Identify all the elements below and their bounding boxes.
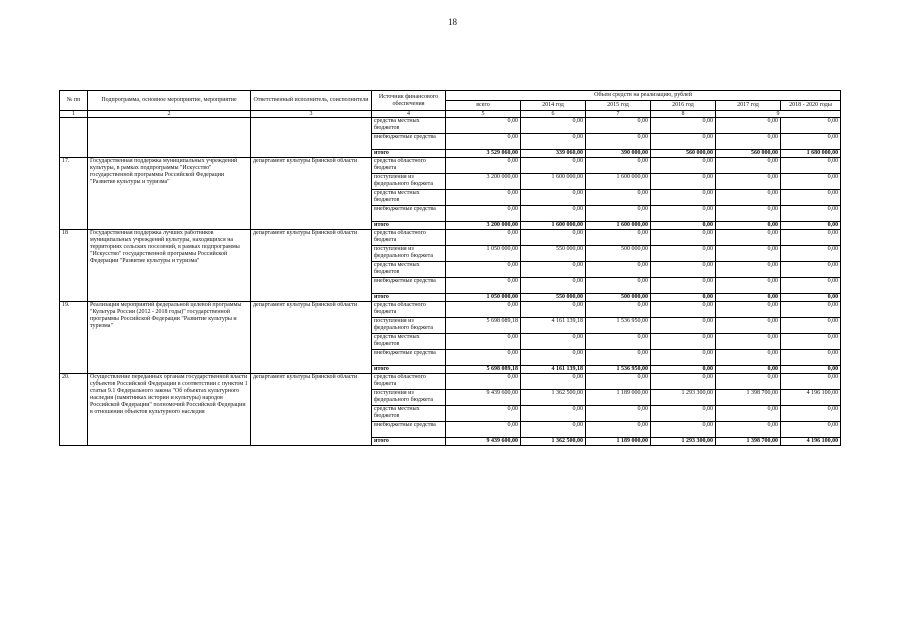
header-volume: Объем средств на реализацию, рублей	[446, 91, 841, 101]
column-number: 7	[586, 111, 651, 118]
value-cell: 1 398 700,00	[716, 438, 781, 446]
value-cell: 0,00	[651, 222, 716, 230]
value-cell: 0,00	[586, 278, 651, 294]
value-cell: 0,00	[446, 190, 521, 206]
table-row	[60, 374, 841, 390]
header-year: 2015 год	[586, 101, 651, 111]
value-cell: 0,00	[651, 190, 716, 206]
item-executor: департамент культуры Брянской области	[251, 230, 372, 302]
value-cell: 0,00	[521, 206, 586, 222]
value-cell: 0,00	[781, 278, 841, 294]
value-cell: 0,00	[446, 422, 521, 438]
source-cell: итого	[372, 222, 446, 230]
value-cell: 0,00	[651, 302, 716, 318]
value-cell: 0,00	[521, 374, 586, 390]
value-cell: 0,00	[716, 158, 781, 174]
value-cell: 0,00	[446, 158, 521, 174]
item-executor: департамент культуры Брянской области	[251, 374, 372, 446]
header-source: Источник финансового обеспечения	[372, 91, 446, 111]
value-cell: 0,00	[716, 206, 781, 222]
value-cell: 0,00	[446, 302, 521, 318]
source-cell: внебюджетные средства	[372, 134, 446, 150]
value-cell: 0,00	[781, 246, 841, 262]
value-cell: 0,00	[781, 366, 841, 374]
value-cell: 0,00	[781, 190, 841, 206]
value-cell: 0,00	[716, 350, 781, 366]
value-cell: 0,00	[651, 406, 716, 422]
column-number: 9	[716, 111, 841, 118]
value-cell: 0,00	[521, 302, 586, 318]
value-cell: 4 196 100,00	[781, 390, 841, 406]
value-cell: 0,00	[651, 334, 716, 350]
value-cell: 0,00	[781, 206, 841, 222]
column-number: 4	[372, 111, 446, 118]
column-number: 6	[521, 111, 586, 118]
value-cell: 0,00	[716, 406, 781, 422]
item-executor: департамент культуры Брянской области	[251, 158, 372, 230]
value-cell: 0,00	[446, 334, 521, 350]
source-cell: средства областного бюджета	[372, 302, 446, 318]
value-cell: 0,00	[716, 134, 781, 150]
value-cell: 0,00	[586, 206, 651, 222]
value-cell: 0,00	[651, 374, 716, 390]
value-cell: 0,00	[716, 278, 781, 294]
value-cell: 0,00	[651, 230, 716, 246]
source-cell: итого	[372, 294, 446, 302]
column-number-row	[60, 111, 841, 118]
value-cell: 500 000,00	[586, 294, 651, 302]
value-cell: 0,00	[651, 350, 716, 366]
table-row	[60, 230, 841, 246]
value-cell: 0,00	[651, 294, 716, 302]
value-cell: 0,00	[781, 374, 841, 390]
budget-table	[59, 90, 841, 446]
value-cell: 0,00	[716, 262, 781, 278]
value-cell: 3 200 000,00	[446, 174, 521, 190]
value-cell: 0,00	[781, 302, 841, 318]
value-cell: 390 000,00	[586, 150, 651, 158]
value-cell: 5 698 089,18	[446, 366, 521, 374]
header-program: Подпрограмма, основное мероприятие, мероприятие	[88, 91, 251, 111]
value-cell: 0,00	[446, 206, 521, 222]
value-cell: 0,00	[716, 318, 781, 334]
value-cell: 0,00	[781, 406, 841, 422]
value-cell: 0,00	[586, 158, 651, 174]
value-cell: 0,00	[716, 246, 781, 262]
value-cell: 1 293 300,00	[651, 438, 716, 446]
value-cell: 0,00	[716, 118, 781, 134]
value-cell: 0,00	[521, 134, 586, 150]
header-year: 2016 год	[651, 101, 716, 111]
source-cell: внебюджетные средства	[372, 422, 446, 438]
value-cell: 1 189 000,00	[586, 438, 651, 446]
value-cell: 0,00	[781, 262, 841, 278]
value-cell: 4 161 139,18	[521, 318, 586, 334]
item-program: Осуществление переданных органам государственной власти субъектов Российской Федерации в соответствии с пунктом 1 статьи 9.1 Федерального закона "Об объектах культурного наследия (памятниках истории и культуры) народов Российской Федерации" полномочий Российской Федерации в отношении объектов культурного наследия	[88, 374, 251, 446]
value-cell: 1 050 000,00	[446, 246, 521, 262]
header-executor: Ответственный исполнитель, соисполнители	[251, 91, 372, 111]
value-cell: 1 536 950,00	[586, 366, 651, 374]
value-cell: 0,00	[651, 206, 716, 222]
source-cell: поступления из федерального бюджета	[372, 318, 446, 334]
value-cell: 0,00	[446, 374, 521, 390]
value-cell: 4 161 139,18	[521, 366, 586, 374]
item-number: 20.	[60, 374, 88, 446]
value-cell: 0,00	[446, 118, 521, 134]
value-cell: 0,00	[651, 134, 716, 150]
carry-program	[88, 118, 251, 158]
value-cell: 0,00	[586, 190, 651, 206]
source-cell: средства местных бюджетов	[372, 406, 446, 422]
value-cell: 4 196 100,00	[781, 438, 841, 446]
source-cell: средства местных бюджетов	[372, 334, 446, 350]
value-cell: 0,00	[781, 294, 841, 302]
value-cell: 0,00	[586, 422, 651, 438]
value-cell: 0,00	[716, 294, 781, 302]
value-cell: 0,00	[651, 318, 716, 334]
value-cell: 1 362 500,00	[521, 390, 586, 406]
value-cell: 1 189 000,00	[586, 390, 651, 406]
value-cell: 500 000,00	[586, 246, 651, 262]
value-cell: 1 600 000,00	[521, 222, 586, 230]
value-cell: 0,00	[716, 334, 781, 350]
value-cell: 550 000,00	[521, 246, 586, 262]
value-cell: 0,00	[651, 246, 716, 262]
value-cell: 0,00	[586, 134, 651, 150]
value-cell: 1 680 000,00	[781, 150, 841, 158]
value-cell: 0,00	[781, 334, 841, 350]
value-cell: 0,00	[651, 278, 716, 294]
value-cell: 0,00	[716, 374, 781, 390]
value-cell: 0,00	[586, 334, 651, 350]
value-cell: 0,00	[521, 422, 586, 438]
value-cell: 0,00	[716, 174, 781, 190]
item-executor: департамент культуры Брянской области	[251, 302, 372, 374]
source-cell: средства областного бюджета	[372, 230, 446, 246]
value-cell: 0,00	[781, 174, 841, 190]
value-cell: 0,00	[781, 118, 841, 134]
source-cell: поступления из федерального бюджета	[372, 246, 446, 262]
value-cell: 1 362 500,00	[521, 438, 586, 446]
item-program: Государственная поддержка лучших работников муниципальных учреждений культуры, находящихся на территориях сельских поселений, в рамках подпрограммы "Искусство" государственной программы Российской Федерации "Развитие культуры и туризма"	[88, 230, 251, 302]
value-cell: 1 600 000,00	[521, 174, 586, 190]
source-cell: средства местных бюджетов	[372, 262, 446, 278]
carry-num	[60, 118, 88, 158]
value-cell: 0,00	[781, 318, 841, 334]
header-year: всего	[446, 101, 521, 111]
source-cell: поступления из федерального бюджета	[372, 174, 446, 190]
source-cell: внебюджетные средства	[372, 350, 446, 366]
value-cell: 0,00	[521, 406, 586, 422]
table-row	[60, 118, 841, 134]
value-cell: 1 050 000,00	[446, 294, 521, 302]
value-cell: 0,00	[586, 230, 651, 246]
value-cell: 0,00	[521, 230, 586, 246]
value-cell: 0,00	[446, 406, 521, 422]
value-cell: 0,00	[446, 230, 521, 246]
source-cell: итого	[372, 150, 446, 158]
header-year: 2018 - 2020 годы	[781, 101, 841, 111]
value-cell: 0,00	[781, 230, 841, 246]
value-cell: 0,00	[781, 222, 841, 230]
table-row	[60, 158, 841, 174]
value-cell: 0,00	[446, 350, 521, 366]
value-cell: 0,00	[651, 158, 716, 174]
header-year: 2014 год	[521, 101, 586, 111]
value-cell: 1 600 000,00	[586, 174, 651, 190]
table-row	[60, 302, 841, 318]
column-number: 1	[60, 111, 88, 118]
column-number: 2	[88, 111, 251, 118]
value-cell: 0,00	[586, 262, 651, 278]
value-cell: 0,00	[781, 350, 841, 366]
header-year: 2017 год	[716, 101, 781, 111]
value-cell: 0,00	[521, 262, 586, 278]
value-cell: 0,00	[651, 174, 716, 190]
value-cell: 0,00	[586, 406, 651, 422]
item-number: 18	[60, 230, 88, 302]
value-cell: 0,00	[521, 278, 586, 294]
value-cell: 560 000,00	[651, 150, 716, 158]
value-cell: 0,00	[521, 158, 586, 174]
column-number: 8	[651, 111, 716, 118]
value-cell: 9 439 600,00	[446, 438, 521, 446]
source-cell: внебюджетные средства	[372, 206, 446, 222]
value-cell: 3 529 060,00	[446, 150, 521, 158]
value-cell: 0,00	[521, 190, 586, 206]
source-cell: средства областного бюджета	[372, 158, 446, 174]
value-cell: 0,00	[521, 334, 586, 350]
header-num: № пп	[60, 91, 88, 111]
source-cell: итого	[372, 366, 446, 374]
value-cell: 0,00	[446, 278, 521, 294]
value-cell: 0,00	[716, 302, 781, 318]
value-cell: 0,00	[716, 366, 781, 374]
value-cell: 560 000,00	[716, 150, 781, 158]
value-cell: 0,00	[716, 422, 781, 438]
value-cell: 0,00	[446, 262, 521, 278]
value-cell: 0,00	[716, 190, 781, 206]
value-cell: 0,00	[651, 422, 716, 438]
source-cell: поступления из федерального бюджета	[372, 390, 446, 406]
value-cell: 5 698 089,18	[446, 318, 521, 334]
item-number: 19.	[60, 302, 88, 374]
value-cell: 0,00	[586, 374, 651, 390]
value-cell: 0,00	[521, 350, 586, 366]
source-cell: средства местных бюджетов	[372, 190, 446, 206]
item-program: Реализация мероприятий федеральной целевой программы "Культура России (2012 - 2018 годы)" государственной программы Российской Федерации "Развитие культуры и туризма"	[88, 302, 251, 374]
page-number: 18	[448, 17, 457, 27]
value-cell: 0,00	[586, 118, 651, 134]
value-cell: 9 439 600,00	[446, 390, 521, 406]
value-cell: 550 000,00	[521, 294, 586, 302]
value-cell: 1 398 700,00	[716, 390, 781, 406]
column-number: 3	[251, 111, 372, 118]
value-cell: 0,00	[781, 158, 841, 174]
value-cell: 0,00	[586, 302, 651, 318]
value-cell: 0,00	[586, 350, 651, 366]
source-cell: средства местных бюджетов	[372, 118, 446, 134]
carry-executor	[251, 118, 372, 158]
column-number: 5	[446, 111, 521, 118]
value-cell: 3 200 000,00	[446, 222, 521, 230]
item-program: Государственная поддержка муниципальных учреждений культуры, в рамках подпрограммы "Искусство" государственной программы Российской Федерации "Развитие культуры и туризма"	[88, 158, 251, 230]
value-cell: 1 600 000,00	[586, 222, 651, 230]
source-cell: средства областного бюджета	[372, 374, 446, 390]
value-cell: 1 536 950,00	[586, 318, 651, 334]
value-cell: 1 293 300,00	[651, 390, 716, 406]
value-cell: 0,00	[781, 422, 841, 438]
value-cell: 0,00	[716, 230, 781, 246]
item-number: 17.	[60, 158, 88, 230]
value-cell: 0,00	[651, 118, 716, 134]
value-cell: 0,00	[446, 134, 521, 150]
value-cell: 0,00	[781, 134, 841, 150]
value-cell: 0,00	[651, 262, 716, 278]
value-cell: 0,00	[651, 366, 716, 374]
value-cell: 339 060,00	[521, 150, 586, 158]
value-cell: 0,00	[521, 118, 586, 134]
value-cell: 0,00	[716, 222, 781, 230]
source-cell: итого	[372, 438, 446, 446]
source-cell: внебюджетные средства	[372, 278, 446, 294]
